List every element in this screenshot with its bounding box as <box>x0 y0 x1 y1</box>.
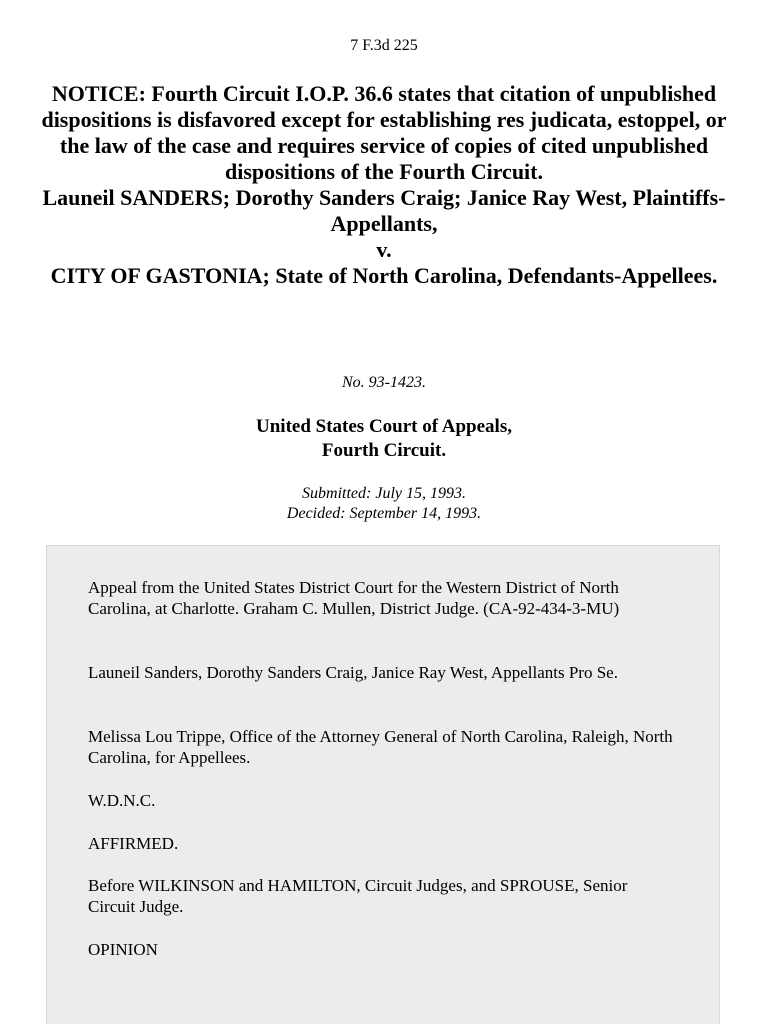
plaintiffs-appellants: Launeil SANDERS; Dorothy Sanders Craig; Janice Ray West, Plaintiffs-Appellants, <box>42 185 726 236</box>
judges-panel: Before WILKINSON and HAMILTON, Circuit Judges, and SPROUSE, Senior Circuit Judge. <box>88 876 628 916</box>
appellees-counsel-paragraph: Melissa Lou Trippe, Office of the Attorney General of North Carolina, Raleigh, North Carolina, for Appellees. <box>88 727 673 767</box>
opinion-label: OPINION <box>88 940 158 959</box>
disposition: AFFIRMED. <box>88 834 179 853</box>
versus: v. <box>376 237 392 262</box>
defendants-appellees: CITY OF GASTONIA; State of North Carolina, Defendants-Appellees. <box>50 263 718 288</box>
case-details-panel <box>46 545 720 1024</box>
court-circuit: Fourth Circuit. <box>321 440 447 461</box>
appeal-paragraph: Appeal from the United States District Court for the Western District of North Carolina, at Charlotte. Graham C. Mullen, District Judge. (CA-92-434-3-MU) <box>88 578 620 618</box>
docket-number: No. 93-1423. <box>342 374 426 391</box>
submitted-date: Submitted: July 15, 1993. <box>302 485 466 502</box>
court-name <box>0 415 768 463</box>
case-dates <box>0 484 768 524</box>
decided-date: Decided: September 14, 1993. <box>286 505 482 522</box>
appellants-paragraph: Launeil Sanders, Dorothy Sanders Craig, Janice Ray West, Appellants Pro Se. <box>88 663 618 682</box>
court-title: United States Court of Appeals, <box>256 416 512 437</box>
district-abbreviation: W.D.N.C. <box>88 791 156 810</box>
unpublished-notice: NOTICE: Fourth Circuit I.O.P. 36.6 states that citation of unpublished dispositions is disfavored except for establishing res judicata, estoppel, or the law of the case and requires service of copies of cited unpublished dispositions of the Fourth Circuit. <box>41 81 727 184</box>
case-caption <box>40 81 728 289</box>
reporter-citation: 7 F.3d 225 <box>350 37 418 54</box>
